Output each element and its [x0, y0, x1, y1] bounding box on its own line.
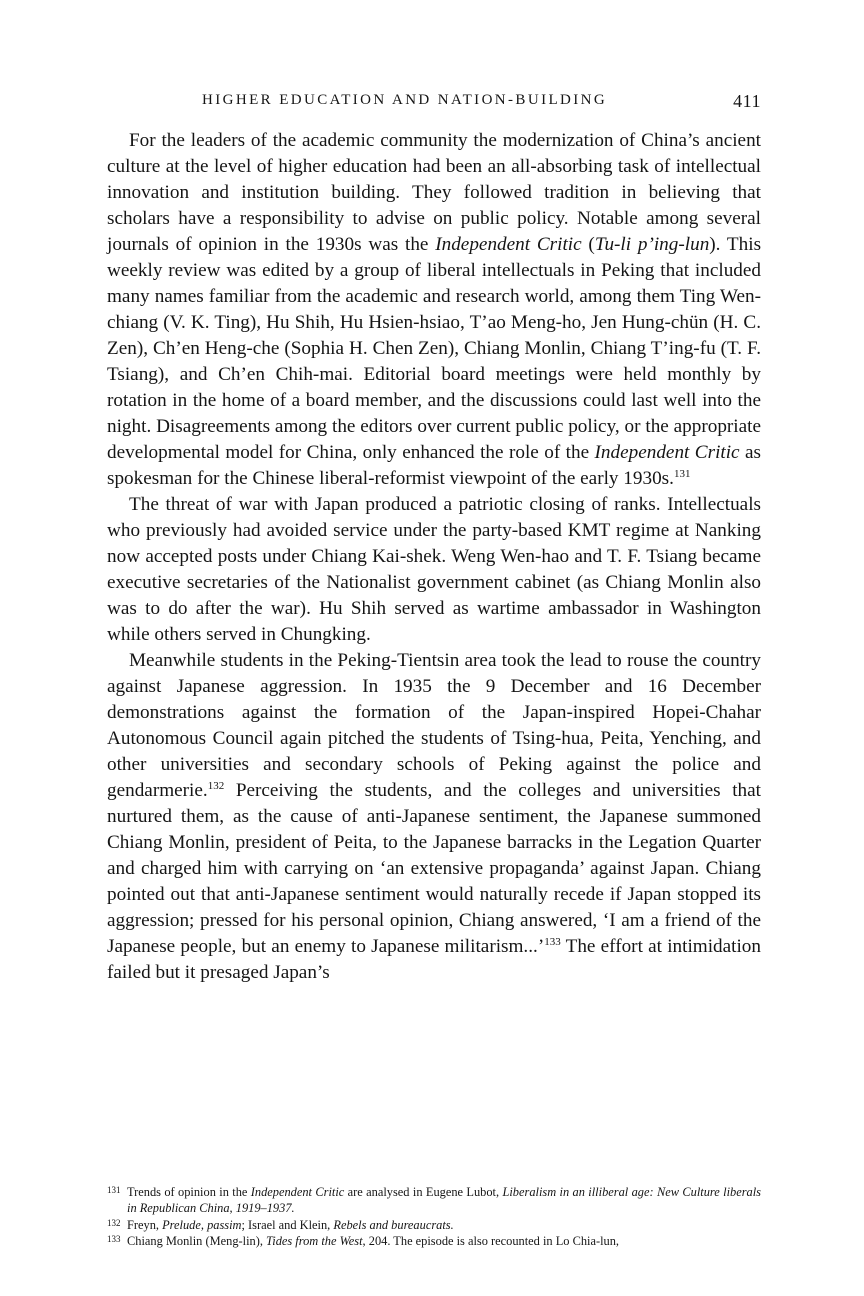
body-text	[107, 128, 761, 986]
footnote-133	[107, 1233, 761, 1249]
footnote-number: 133	[107, 1234, 121, 1245]
text-run: , 204. The episode is also recounted in Lo Chia-lun,	[362, 1234, 620, 1249]
text-run: The effort at intimidation failed but it presaged Japan’s	[107, 936, 761, 983]
italic-title: Tides from the West	[266, 1234, 363, 1249]
italic-title: Tu-li p’ing-lun	[594, 234, 710, 255]
paragraph-2	[107, 492, 761, 648]
footnote-ref: 132	[207, 780, 225, 792]
italic-title: Rebels and bureaucrats.	[333, 1217, 454, 1232]
text-run: Freyn,	[127, 1217, 163, 1232]
text-run: Perceiving the students, and the colleges and universities that nurtured them, as the cause of anti-Japanese sentiment, the Japanese summoned Chiang Monlin, president of Peita, to the Japanese barracks in the Legation Quarter and charged him with carrying on ‘an extensive propaganda’ against Japan. Chiang pointed out that anti-Japanese sentiment would naturally recede if Japan stopped its aggression; pressed for his personal opinion, Chiang answered, ‘I am a friend of the Japanese people, but an enemy to Japanese militarism...’	[107, 780, 761, 957]
text-run: (	[581, 234, 595, 255]
footnotes	[107, 1184, 761, 1250]
text-run: The threat of war with Japan produced a patriotic closing of ranks. Intellectuals who previously had avoided service under the party-based KMT regime at Nanking now accepted posts under Chiang Kai-shek. Weng Wen-hao and T. F. Tsiang became executive secretaries of the Nationalist government cabinet (as Chiang Monlin also was to do after the war). Hu Shih served as wartime ambassador in Washington while others served in Chungking.	[107, 494, 761, 645]
running-head-title: HIGHER EDUCATION AND NATION-BUILDING	[202, 92, 608, 108]
text-run: Trends of opinion in the	[127, 1185, 251, 1199]
page-number: 411	[733, 91, 761, 111]
italic-title: Independent Critic	[435, 234, 582, 255]
footnote-number: 131	[107, 1185, 121, 1195]
footnote-number: 132	[107, 1217, 121, 1228]
running-head	[107, 92, 761, 116]
italic-title: Independent Critic	[250, 1185, 345, 1199]
italic-title: Prelude, passim	[162, 1217, 242, 1232]
paragraph-1	[107, 128, 761, 492]
footnote-ref: 131	[673, 468, 691, 480]
text-run: For the leaders of the academic community the modernization of China’s ancient culture at the level of higher education had been an all-absorbing task of intellectual innovation and institution building. They followed tradition in believing that scholars have a responsibility to advise on public policy. Notable among several journals of opinion in the 1930s was the	[107, 130, 761, 255]
paragraph-3	[107, 648, 761, 986]
text-run: ). This weekly review was edited by a group of liberal intellectuals in Peking that included many names familiar from the academic and research world, among them Ting Wen-chiang (V. K. Ting), Hu Shih, Hu Hsien-hsiao, T’ao Meng-ho, Jen Hung-chün (H. C. Zen), Ch’en Heng-che (Sophia H. Chen Zen), Chiang Monlin, Chiang T’ing-fu (T. F. Tsiang), and Ch’en Chih-mai. Editorial board meetings were held monthly by rotation in the home of a board member, and the discussions could last well into the night. Disagreements among the editors over current public policy, or the appropriate developmental model for China, only enhanced the role of the	[107, 234, 762, 463]
footnote-131	[107, 1184, 761, 1217]
text-run: Chiang Monlin (Meng-lin),	[127, 1234, 267, 1249]
footnote-132	[107, 1217, 761, 1233]
italic-title: Independent Critic	[594, 442, 740, 463]
text-run: are analysed in Eugene Lubot,	[344, 1185, 503, 1199]
text-run: ; Israel and Klein,	[241, 1217, 334, 1232]
text-run: as spokesman for the Chinese liberal-reformist viewpoint of the early 1930s.	[107, 442, 761, 489]
text-run: Meanwhile students in the Peking-Tientsin area took the lead to rouse the country against Japanese aggression. In 1935 the 9 December and 16 December demonstrations against the formation of the Japan-inspired Hopei-Chahar Autonomous Council again pitched the students of Tsing-hua, Peita, Yenching, and other universities and secondary schools of Peking against the police and gendarmerie.	[107, 650, 761, 801]
footnote-ref: 133	[544, 936, 561, 948]
italic-title: Liberalism in an illiberal age: New Culture liberals in Republican China, 1919–1937.	[127, 1185, 761, 1216]
